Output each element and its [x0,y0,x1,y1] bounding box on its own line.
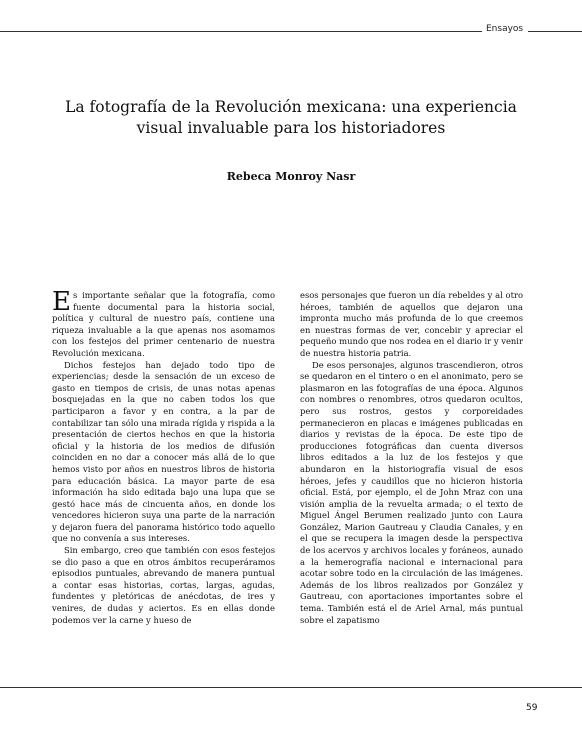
paragraph: Sin embargo, creo que también con esos festejos se dio paso a que en otros ámbitos recuperáramos episodios puntuales, abrevando de manera puntual a contar esas historias, cortas, largas, agudas, fundentes y pletóricas de anécdotas, de ires y venires, de dudas y aciertos. Es en ellas donde podemos ver la carne y hueso de [52,545,275,625]
paragraph [52,287,275,360]
header-rule [0,31,482,32]
paragraph: De esos personajes, algunos trascendieron, otros se quedaron en el tintero o en el anonimato, pero se plasmaron en las fotografías de una época. Algunos con nombres o renombres, otros quedaron ocultos, pero sus rostros, gestos y corporeidades permanecieron en placas e imágenes publicadas en diarios y revistas de la época. De este tipo de producciones fotográficas dan cuenta diversos libros editados a la luz de los festejos y que abundaron en la historiografía visual de esos héroes, jefes y caudillos que no hicieron historia oficial. Está, por ejemplo, el de John Mraz con una visión amplia de la revuelta armada; o el texto de Miguel Ángel Berumen realizado junto con Laura González, Marion Gautreau y Claudia Canales, y en el que se recupera la imagen desde la perspectiva de los acervos y archivos locales y foráneos, aunado a la hemerografía nacional e internacional para acotar sobre todo en la circulación de las imágenes. Además de los libros realizados por González y Gautreau, con aportaciones importantes sobre el tema. También está el de Ariel Arnal, más puntual sobre el zapatismo [300,359,523,625]
text-column-left [52,287,275,626]
paragraph: Dichos festejos han dejado todo tipo de experiencias; desde la sensación de un exceso de gasto en tiempos de crisis, de unas notas apenas bosquejadas en la que no caben todos los que participaron a favor y en contra, a la par de contabilizar tan sólo una mirada rígida y rispida a la presentación de ciertos hechos en que la historia oficial y la historia de los medios de difusión coinciden en no dar a conocer más allá de lo que hemos visto por años en nuestros libros de historia para educación básica. La mayor parte de esa información ha sido editada bajo una lupa que se gestó hace más de cincuenta años, en donde los vencedores hicieron suya una parte de la narración y dejaron fuera del panorama histórico todo aquello que no convenía a sus intereses. [52,359,275,544]
drop-cap: E [52,287,71,317]
page-number: 59 [526,703,538,713]
header-rule-right [528,31,582,32]
paragraph-text: s importante señalar que la fotografía, como fuente documental para la historia social, política y cultural de nuestro país, contiene una riqueza invaluable a la que apenas nos asomamos con los festejos del primer centenario de nuestra Revolución mexicana. [52,290,275,358]
article-title: La fotografía de la Revolución mexicana: una experiencia visual invaluable para los historiadores [65,98,517,137]
footer-rule [0,687,582,688]
article-author: Rebeca Monroy Nasr [226,170,356,183]
text-column-right [300,290,523,626]
paragraph: esos personajes que fueron un día rebeldes y al otro héroes, también de aquellos que dejaron una impronta mucho más profunda de lo que creemos en nuestras formas de ver, concebir y apreciar el pequeño mundo que nos rodea en el diario ir y venir de nuestra historia patria. [300,290,523,358]
section-label: Ensayos [486,24,524,34]
